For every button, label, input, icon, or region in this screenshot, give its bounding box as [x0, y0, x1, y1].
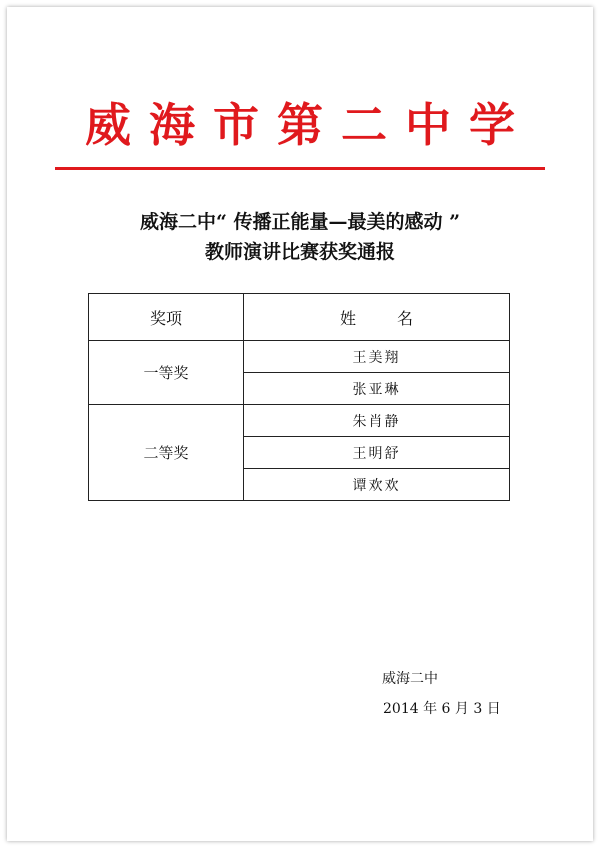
winner-name: 王明舒 [244, 437, 510, 469]
winner-name: 张亚琳 [244, 373, 510, 405]
notice-title-line-2: 教师演讲比赛获奖通报 [204, 241, 395, 263]
table-row [89, 341, 510, 373]
table-row [89, 405, 510, 437]
red-header-rule [55, 167, 545, 170]
signer: 威海二中 [382, 671, 438, 687]
issue-date: 2014 年 6 月 3 日 [383, 701, 501, 717]
organization-title: 威海市第二中学 [85, 98, 533, 152]
header-award: 奖项 [89, 294, 244, 341]
header-name: 姓 名 [244, 294, 510, 341]
notice-title [7, 207, 593, 267]
winner-name: 王美翔 [244, 341, 510, 373]
award-level-first: 一等奖 [89, 341, 244, 405]
table-header-row [89, 294, 510, 341]
notice-title-line-1: 威海二中“ 传播正能量—最美的感动 ” [139, 211, 461, 233]
award-level-second: 二等奖 [89, 405, 244, 501]
winner-name: 谭欢欢 [244, 469, 510, 501]
document-page [7, 7, 593, 841]
winner-name: 朱肖静 [244, 405, 510, 437]
awards-table [88, 293, 510, 501]
